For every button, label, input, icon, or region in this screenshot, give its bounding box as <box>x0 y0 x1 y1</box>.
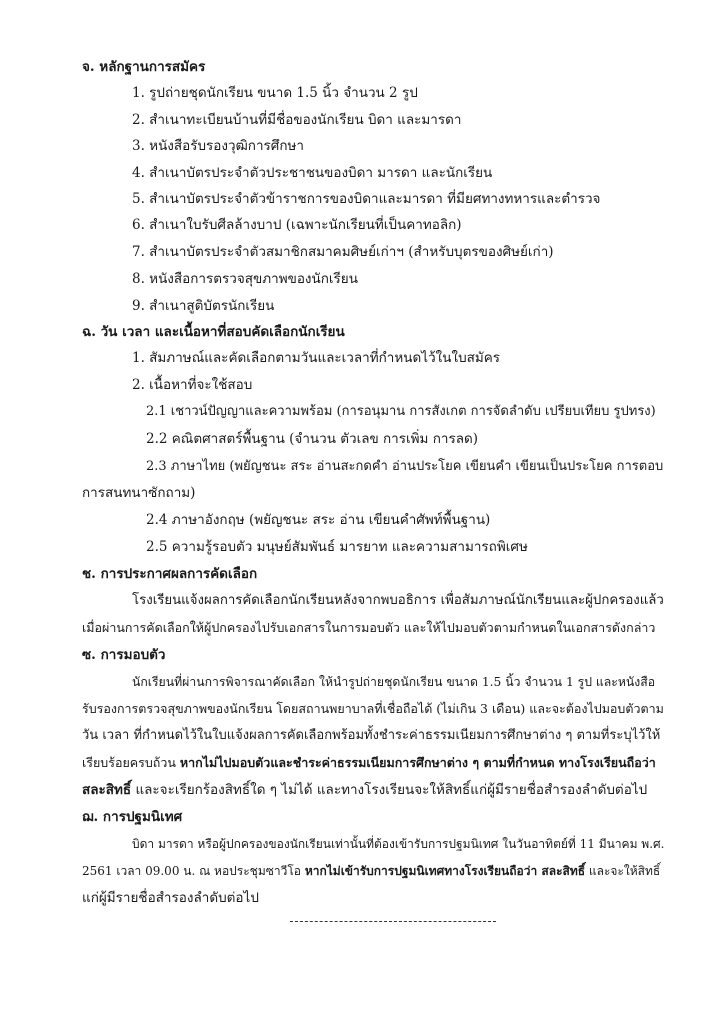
section-heading-exam: ฉ. วัน เวลา และเนื้อหาที่สอบคัดเลือกนักเรียน <box>82 324 345 340</box>
report-emphasis: สละสิทธิ์ <box>82 782 132 798</box>
report-text: เรียบร้อยครบถ้วน <box>82 755 180 770</box>
evidence-item: 7. สำเนาบัตรประจำตัวสมาชิกสมาคมศิษย์เก่าฯ (สำหรับบุตรของศิษย์เก่า) <box>132 244 554 260</box>
exam-subitem-continued: การสนทนาซักถาม) <box>82 485 196 501</box>
evidence-item: 9. สำเนาสูติบัตรนักเรียน <box>132 298 275 314</box>
announce-paragraph-line: เมื่อผ่านการคัดเลือกให้ผู้ปกครองไปรับเอกสารในการมอบตัว และให้ไปมอบตัวตามกำหนดในเอกสารดังกล่าว <box>82 620 656 635</box>
orientation-paragraph-line <box>82 862 660 880</box>
report-emphasis: หากไม่ไปมอบตัวและชำระค่าธรรมเนียมการศึกษาต่าง ๆ ตามที่กำหนด ทางโรงเรียนถือว่า <box>179 755 656 770</box>
report-text: และจะเรียกร้องสิทธิ์ใด ๆ ไม่ได้ และทางโรงเรียนจะให้สิทธิ์แก่ผู้มีรายชื่อสำรองลำดับต่อไป <box>131 782 648 798</box>
exam-item: 1. สัมภาษณ์และคัดเลือกตามวันและเวลาที่กำหนดไว้ในใบสมัคร <box>132 350 501 366</box>
evidence-item: 6. สำเนาใบรับศีลล้างบาป (เฉพาะนักเรียนที่เป็นคาทอลิก) <box>132 217 462 233</box>
evidence-item: 3. หนังสือรับรองวุฒิการศึกษา <box>132 138 305 154</box>
exam-subitem: 2.1 เชาวน์ปัญญาและความพร้อม (การอนุมาน การสังเกต การจัดลำดับ เปรียบเทียบ รูปทรง) <box>146 404 656 419</box>
evidence-item: 4. สำเนาบัตรประจำตัวประชาชนของบิดา มารดา และนักเรียน <box>132 165 493 181</box>
orientation-paragraph-line: บิดา มารดา หรือผู้ปกครองของนักเรียนเท่านั้นที่ต้องเข้ารับการปฐมนิเทศ ในวันอาทิตย์ที่ 11 มีนาคม พ.ศ. <box>132 837 665 851</box>
exam-item: 2. เนื้อหาที่จะใช้สอบ <box>132 377 253 393</box>
announce-paragraph-line: โรงเรียนแจ้งผลการคัดเลือกนักเรียนหลังจากพบอธิการ เพื่อสัมภาษณ์นักเรียนและผู้ปกครองแล้ว <box>132 593 664 608</box>
report-paragraph-line: วัน เวลา ที่กำหนดไว้ในใบแจ้งผลการคัดเลือกพร้อมทั้งชำระค่าธรรมเนียมการศึกษาต่าง ๆ ตามที่ระบุไว้ให้ <box>82 728 661 743</box>
report-paragraph-line: รับรองการตรวจสุขภาพของนักเรียน โดยสถานพยาบาลที่เชื่อถือได้ (ไม่เกิน 3 เดือน) และจะต้องไปมอบตัวตาม <box>82 701 664 716</box>
section-heading-announce: ช. การประกาศผลการคัดเลือก <box>82 566 258 582</box>
exam-subitem: 2.4 ภาษาอังกฤษ (พยัญชนะ สระ อ่าน เขียนคำศัพท์พื้นฐาน) <box>146 512 491 528</box>
report-paragraph-line <box>82 754 656 772</box>
report-paragraph-line: นักเรียนที่ผ่านการพิจารณาคัดเลือก ให้นำรูปถ่ายชุดนักเรียน ขนาด 1.5 นิ้ว จำนวน 1 รูป และหนังสือ <box>132 675 656 689</box>
report-paragraph-line <box>82 781 647 799</box>
section-heading-evidence: จ. หลักฐานการสมัคร <box>82 59 206 75</box>
evidence-item: 1. รูปถ่ายชุดนักเรียน ขนาด 1.5 นิ้ว จำนวน 2 รูป <box>132 85 418 101</box>
exam-subitem: 2.2 คณิตศาสตร์พื้นฐาน (จำนวน ตัวเลข การเพิ่ม การลด) <box>146 431 479 447</box>
orientation-paragraph-line: แก่ผู้มีรายชื่อสำรองลำดับต่อไป <box>82 890 259 906</box>
orientation-emphasis: หากไม่เข้ารับการปฐมนิเทศทางโรงเรียนถือว่า สละสิทธิ์ <box>304 864 586 878</box>
exam-subitem: 2.5 ความรู้รอบตัว มนุษย์สัมพันธ์ มารยาท และความสามารถพิเศษ <box>146 539 528 555</box>
section-heading-orientation: ฌ. การปฐมนิเทศ <box>82 809 183 825</box>
section-heading-report: ซ. การมอบตัว <box>82 647 166 663</box>
evidence-item: 5. สำเนาบัตรประจำตัวข้าราชการของบิดาและมารดา ที่มียศทางทหารและตำรวจ <box>132 191 601 207</box>
exam-subitem: 2.3 ภาษาไทย (พยัญชนะ สระ อ่านสะกดคำ อ่านประโยค เขียนคำ เขียนเป็นประโยค การตอบ <box>146 459 664 474</box>
evidence-item: 8. หนังสือการตรวจสุขภาพของนักเรียน <box>132 271 358 287</box>
dashed-divider <box>290 921 496 922</box>
orientation-text: และจะให้สิทธิ์ <box>585 864 661 878</box>
orientation-text: 2561 เวลา 09.00 น. ณ หอประชุมซาวีโอ <box>82 864 305 878</box>
evidence-item: 2. สำเนาทะเบียนบ้านที่มีชื่อของนักเรียน บิดา และมารดา <box>132 112 462 128</box>
